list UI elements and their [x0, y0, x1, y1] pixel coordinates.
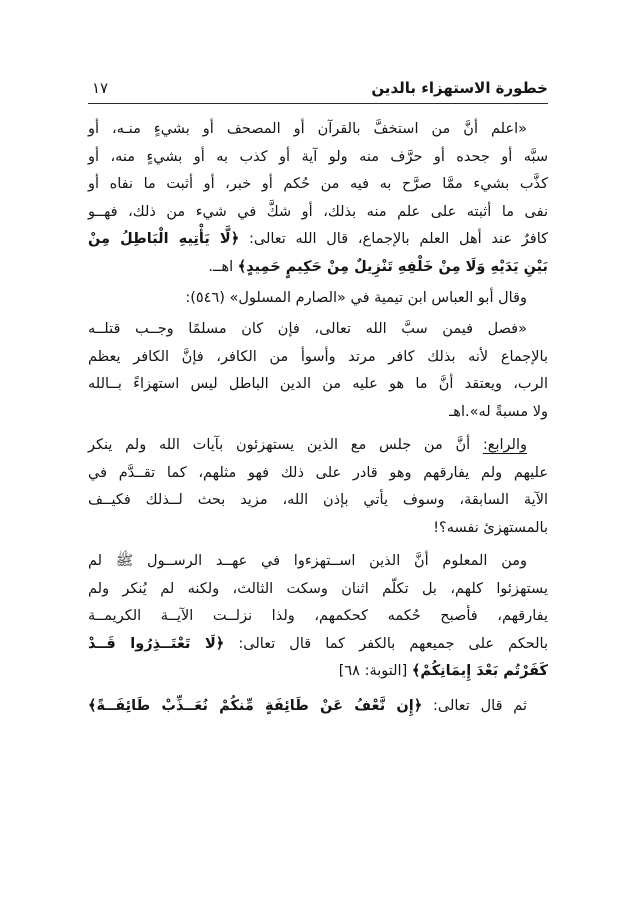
text-line: يستهزئوا كلهم، بل تكلّم اثنان وسكت الثالث، ولكنه لم يُنكر ولم: [88, 580, 548, 597]
line-text: ثم قال تعالى:: [433, 698, 527, 714]
page-number: ١٧: [92, 79, 109, 97]
quran-verse: ﴿لَّا يَأْتِيهِ الْبَاطِلُ مِنْ: [88, 231, 240, 247]
text-line: [88, 658, 548, 686]
text-line: كذَّب بشيء ممَّا صرَّح به فيه من حُكم أو خبر، أو أثبت ما نفاه أو: [88, 176, 548, 192]
text-line: [88, 631, 548, 659]
paragraph-prophet-era: [88, 548, 548, 686]
line-text: كافرٌ عند أهل العلم بالإجماع، قال الله تعالى:: [248, 231, 549, 247]
paragraph-quote-qadi: [88, 116, 548, 281]
text-line: الآية السابقة، وسوف يأتي بإذن الله، مزيد بحث لــذلك فكيــف: [88, 492, 548, 508]
section-label: والرابع:: [482, 437, 528, 453]
text-line: [88, 693, 548, 721]
text-line: ولا مسبةً له».اهـ: [449, 403, 548, 420]
quran-verse: ﴿لَا تَعْتَــذِرُوا قَــدْ: [88, 635, 225, 652]
text-line: [88, 432, 548, 460]
text-line: نفى ما أثبته على علم منه بذلك، أو شكَّ في شيء من ذلك، فهــو: [88, 203, 548, 220]
text-line: بالمستهزئ نفسه؟!: [433, 519, 548, 536]
paragraph-fourth-point: [88, 432, 548, 542]
text-line: بالإجماع لأنه بذلك كافر مرتد وأسوأ من الكافر، فإنَّ الكافر يعظم: [88, 348, 548, 365]
text-line: [88, 226, 548, 254]
header-rule: [88, 103, 548, 104]
paragraph-verse-continuation: [88, 693, 548, 721]
text-line: وقال أبو العباس ابن تيمية في «الصارم المسلول» (٥٤٦):: [185, 290, 527, 306]
quran-verse: كَفَرْتُم بَعْدَ إِيمَانِكُمْ﴾: [411, 663, 548, 679]
line-text: بالحكم على جميعهم بالكفر كما قال تعالى:: [238, 635, 549, 652]
line-text: أنَّ من جلس مع الذين يستهزئون بآيات الله ولم ينكر: [88, 437, 471, 453]
paragraph-citation-intro: [88, 285, 548, 313]
verse-reference: [التوبة: ٦٨]: [338, 663, 408, 679]
text-line: «اعلم أنَّ من استخفَّ بالقرآن أو المصحف أو بشيءٍ منـه، أو: [88, 121, 527, 137]
paragraph-quote-ibn-taymiyyah: [88, 316, 548, 426]
text-line: عليهم ولم يفارقهم وهو قادر على ذلك فهو مثلهم، كما تقــدَّم في: [88, 464, 548, 481]
text-line: [88, 254, 548, 282]
quran-verse: بَيْنِ يَدَيْهِ وَلَا مِنْ خَلْفِهِ تَنْزِيلٌ مِنْ حَكِيمٍ حَمِيدٍ﴾: [237, 258, 548, 275]
running-header-title: خطورة الاستهزاء بالدين: [371, 79, 548, 97]
line-text: اهــ.: [208, 258, 234, 275]
text-line: ومن المعلوم أنَّ الذين اســتهزءوا في عهــد الرســول ﷺ لم: [88, 553, 527, 569]
text-line: يفارقهم، فأصبح حُكمه كحكمهم، ولذا نزلــت الآيــة الكريمــة: [88, 608, 548, 624]
text-line: الرب، ويعتقد أنَّ ما هو عليه من الدين الباطل ليس استهزاءً بــالله: [88, 376, 548, 392]
text-line: سبَّه أو جحده أو حرَّف منه ولو آية أو كذب به أو بشيءٍ منه، أو: [88, 148, 548, 165]
text-line: «فصل فيمن سبَّ الله تعالى، فإن كان مسلمًا وجــب قتلــه: [88, 321, 527, 337]
quran-verse: ﴿إِن نَّعْفُ عَنْ طَائِفَةٍ مِّنكُمْ نُعَــذِّبْ طَائِفَــةً﴾: [88, 698, 423, 714]
